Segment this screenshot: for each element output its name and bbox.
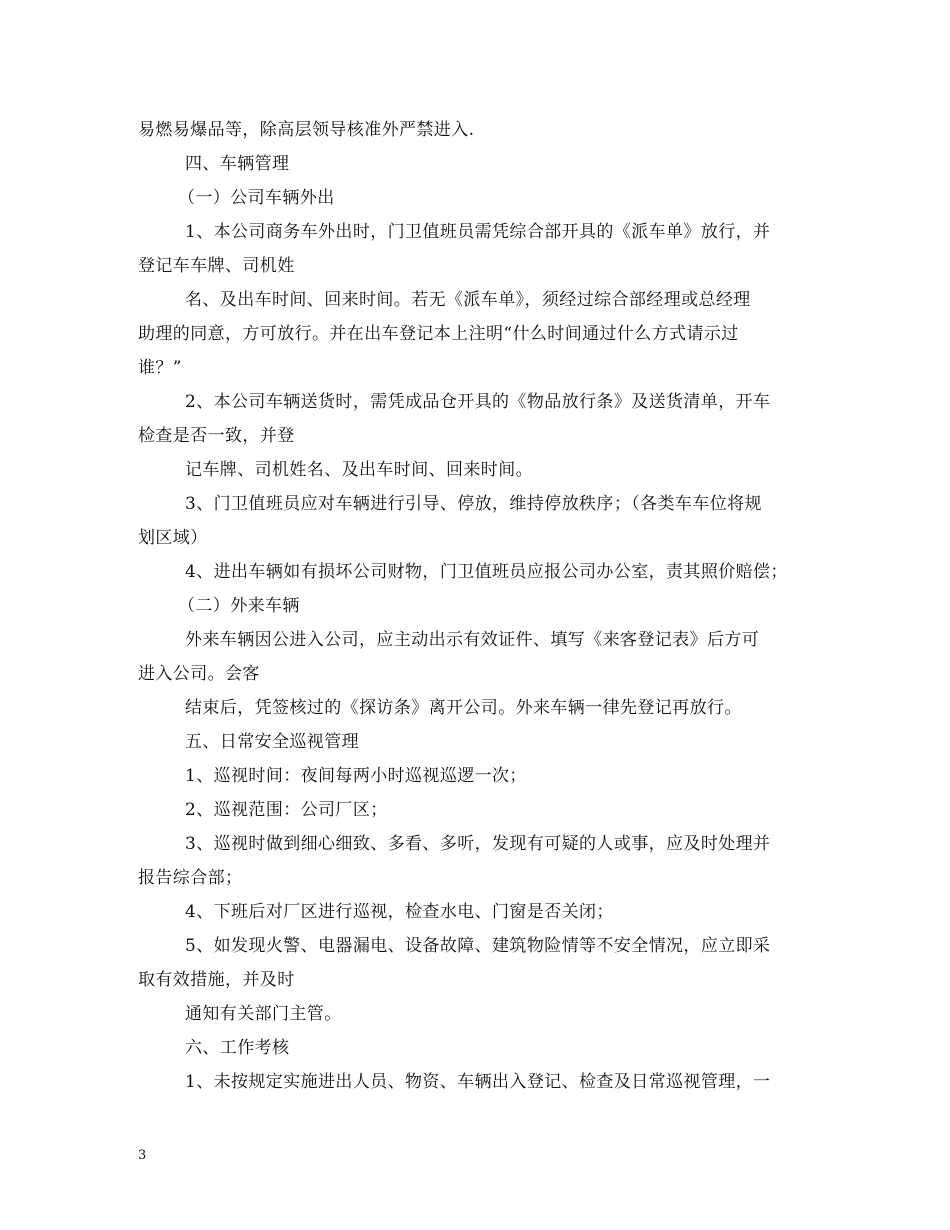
text-line: 易燃易爆品等，除高层领导核准外严禁进入. [138,120,475,140]
subsection-heading: （二）外来车辆 [178,596,300,616]
text-line: 结束后，凭签核过的《探访条》离开公司。外来车辆一律先登记再放行。 [185,698,742,718]
text-line: 2、本公司车辆送货时，需凭成品仓开具的《物品放行条》及送货清单，开车 [185,392,771,412]
text-line: 1、本公司商务车外出时，门卫值班员需凭综合部开具的《派车单》放行，并 [185,222,771,242]
section-heading: 五、日常安全巡视管理 [185,732,359,752]
text-line: 5、如发现火警、电器漏电、设备故障、建筑物险情等不安全情况，应立即采 [185,936,771,956]
text-line: 谁？” [138,358,182,378]
text-line: 3、门卫值班员应对车辆进行引导、停放，维持停放秩序；（各类车车位将规 [185,494,762,514]
text-line: 划区域） [138,528,208,548]
text-line: 外来车辆因公进入公司，应主动出示有效证件、填写《来客登记表》后方可 [185,630,760,650]
text-line: 报告综合部； [138,868,243,888]
page-number: 3 [138,1148,147,1163]
section-heading: 六、工作考核 [185,1038,290,1058]
text-line: 4、进出车辆如有损坏公司财物，门卫值班员应报公司办公室，责其照价赔偿； [185,562,788,582]
text-line: 进入公司。会客 [138,664,260,684]
text-line: 4、下班后对厂区进行巡视，检查水电、门窗是否关闭； [185,902,614,922]
text-line: 1、未按规定实施进出人员、物资、车辆出入登记、检查及日常巡视管理，一 [185,1072,771,1092]
text-line: 名、及出车时间、回来时间。若无《派车单》，须经过综合部经理或总经理 [185,290,751,310]
text-line: 1、巡视时间：夜间每两小时巡视巡逻一次； [185,766,527,786]
text-line: 记车牌、司机姓名、及出车时间、回来时间。 [185,460,533,480]
subsection-heading: （一）公司车辆外出 [178,188,335,208]
text-line: 2、巡视范围：公司厂区； [185,800,388,820]
text-line: 通知有关部门主管。 [185,1004,342,1024]
text-line: 检查是否一致，并登 [138,426,295,446]
section-heading: 四、车辆管理 [185,154,290,174]
text-line: 取有效措施，并及时 [138,970,295,990]
text-line: 登记车车牌、司机姓 [138,256,295,276]
text-line: 助理的同意，方可放行。并在出车登记本上注明“什么时间通过什么方式请示过 [138,324,739,344]
text-line: 3、巡视时做到细心细致、多看、多听，发现有可疑的人或事，应及时处理并 [185,834,771,854]
